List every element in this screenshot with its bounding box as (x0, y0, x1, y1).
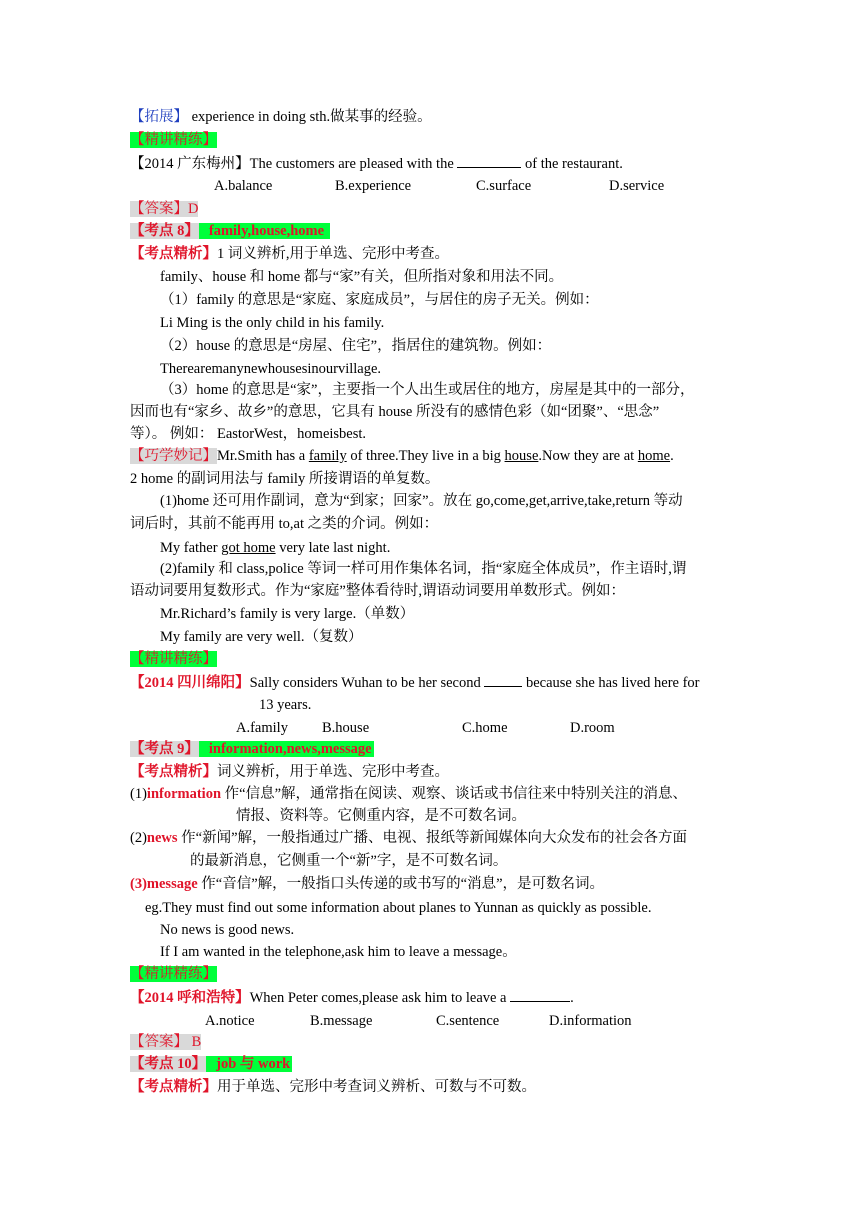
question-source: 【2014 广东梅州】 (130, 156, 250, 172)
analysis-text: 用于单选、完形中考查词义辨析、可数与不可数。 (217, 1079, 536, 1095)
memory-tip (130, 446, 674, 466)
question-text-end: of the restaurant. (525, 156, 623, 172)
item-text: 作“音信”解，一般指口头传递的或书写的“消息”，是可数名词。 (197, 876, 605, 892)
paragraph-line: family、house 和 home 都与“家”有关，但所指对象和用法不同。 (160, 269, 564, 285)
memory-text: Mr.Smith has a (217, 448, 309, 464)
example-sentence: My family are very well.（复数） (160, 629, 363, 645)
example-sentence (160, 538, 390, 558)
option-a: A.balance (214, 178, 273, 194)
paragraph-line: （2）house 的意思是“房屋、住宅”，指居住的建筑物。例如： (160, 338, 552, 354)
option-d: D.room (570, 720, 615, 736)
kaodian-title: family,house,home (199, 223, 330, 239)
question-text: Sally considers Wuhan to be her second (249, 675, 485, 691)
kaodian-title: job 与 work (206, 1056, 292, 1072)
option-c: C.sentence (436, 1013, 500, 1029)
practice-header-1 (130, 130, 217, 150)
analysis-9 (130, 762, 449, 782)
question-text-end: . (570, 990, 574, 1006)
kaodian-tag: 【考点 9】 (130, 741, 199, 757)
practice-tag: 【精讲精练】 (130, 966, 217, 982)
practice-tag: 【精讲精练】 (130, 132, 217, 148)
practice-header-2 (130, 649, 217, 669)
answer-blank (457, 153, 521, 168)
kaodian-10-header (130, 1054, 292, 1074)
item-text-cont: 的最新消息，它侧重一个“新”字，是不可数名词。 (190, 853, 508, 869)
answer-3 (130, 1032, 201, 1052)
question-text-cont: 13 years. (259, 697, 312, 713)
item-number: (1) (130, 786, 147, 802)
underlined-word: family (308, 448, 347, 464)
item-message (130, 874, 604, 894)
answer-tag: 【答案】 B (130, 1034, 202, 1050)
answer-1 (130, 199, 198, 219)
memory-tag: 【巧学妙记】 (130, 448, 217, 464)
option-d: D.information (549, 1013, 632, 1029)
analysis-tag: 【考点精析】 (130, 1079, 217, 1095)
option-a: A.notice (205, 1013, 255, 1029)
option-d: D.service (609, 178, 665, 194)
example-sentence: Li Ming is the only child in his family. (160, 315, 385, 331)
item-information (130, 784, 687, 804)
paragraph-line: 因而也有“家乡、故乡”的意思，它具有 house 所没有的感情色彩（如“团聚”、“思念” (130, 404, 660, 420)
paragraph-line: （1）family 的意思是“家庭、家庭成员”，与居住的房子无关。例如： (160, 292, 599, 308)
kaodian-tag: 【考点 8】 (130, 223, 199, 239)
underlined-word: home (637, 448, 671, 464)
example-text: very late last night. (275, 540, 391, 556)
example-sentence: If I am wanted in the telephone,ask him to leave a message。 (160, 944, 517, 960)
item-text: 作“信息”解，通常指在阅读、观察、谈话或书信往来中特别关注的消息、 (221, 786, 688, 802)
option-b: B.experience (335, 178, 412, 194)
question-2 (130, 672, 700, 693)
answer-blank (484, 672, 522, 687)
question-1 (130, 153, 623, 174)
item-text: 作“新闻”解，一般指通过广播、电视、报纸等新闻媒体向大众发布的社会各方面 (177, 830, 688, 846)
kaodian-8-header (130, 221, 330, 241)
option-c: C.home (462, 720, 508, 736)
underlined-word: got home (221, 540, 276, 556)
extension-line (130, 107, 432, 127)
kaodian-9-header (130, 739, 374, 759)
paragraph-line: (1)home 还可用作副词，意为“到家；回家”。放在 go,come,get,arrive,take,return 等动 (160, 493, 683, 509)
example-sentence: Mr.Richard’s family is very large.（单数） (160, 606, 415, 622)
memory-text: of three.They live in a big (346, 448, 505, 464)
answer-tag: 【答案】D (130, 201, 199, 217)
analysis-text: 词义辨析，用于单选、完形中考查。 (217, 764, 449, 780)
analysis-8 (130, 244, 449, 264)
practice-tag: 【精讲精练】 (130, 651, 217, 667)
question-text: The customers are pleased with the (249, 156, 458, 172)
question-text: When Peter comes,please ask him to leave a (249, 990, 511, 1006)
item-word: (3)message (130, 876, 198, 892)
answer-blank (510, 987, 570, 1002)
practice-header-3 (130, 964, 217, 984)
analysis-tag: 【考点精析】 (130, 246, 217, 262)
kaodian-title: information,news,message (199, 741, 374, 757)
memory-text: .Now they are at (538, 448, 638, 464)
item-text-cont: 情报、资料等。它侧重内容，是不可数名词。 (236, 808, 526, 824)
example-sentence: No news is good news. (160, 922, 295, 938)
analysis-text: 1 词义辨析,用于单选、完形中考查。 (217, 246, 449, 262)
question-source: 【2014 呼和浩特】 (130, 990, 250, 1006)
option-a: A.family (236, 720, 288, 736)
underlined-word: house (504, 448, 539, 464)
example-sentence: eg.They must find out some information about planes to Yunnan as quickly as possible. (145, 900, 652, 916)
option-c: C.surface (476, 178, 532, 194)
example-text: My father (160, 540, 222, 556)
paragraph-line: 等）。 例如： EastorWest，homeisbest. (130, 426, 367, 442)
memory-text: . (670, 448, 674, 464)
question-source: 【2014 四川绵阳】 (130, 675, 250, 691)
question-3 (130, 987, 574, 1008)
item-number: (2) (130, 830, 147, 846)
analysis-tag: 【考点精析】 (130, 764, 217, 780)
item-word: information (146, 786, 222, 802)
paragraph-line: (2)family 和 class,police 等词一样可用作集体名词，指“家庭全体成员”，作主语时,谓 (160, 561, 687, 577)
item-word: news (146, 830, 178, 846)
extension-text: experience in doing sth.做某事的经验。 (188, 109, 432, 125)
option-b: B.house (322, 720, 370, 736)
kaodian-tag: 【考点 10】 (130, 1056, 207, 1072)
question-text-end: because she has lived here for (525, 675, 700, 691)
section-2-heading: 2 home 的副词用法与 family 所接谓语的单复数。 (130, 471, 440, 487)
option-b: B.message (310, 1013, 373, 1029)
extension-tag: 【拓展】 (130, 109, 188, 125)
item-news (130, 828, 687, 848)
paragraph-line: （3）home 的意思是“家”，主要指一个人出生或居住的地方，房屋是其中的一部分， (160, 382, 695, 398)
analysis-10 (130, 1077, 536, 1097)
paragraph-line: 词后时，其前不能再用 to,at 之类的介词。例如： (130, 516, 439, 532)
paragraph-line: 语动词要用复数形式。作为“家庭”整体看待时,谓语动词要用单数形式。例如： (130, 583, 625, 599)
example-sentence: Therearemanynewhousesinourvillage. (160, 361, 382, 377)
